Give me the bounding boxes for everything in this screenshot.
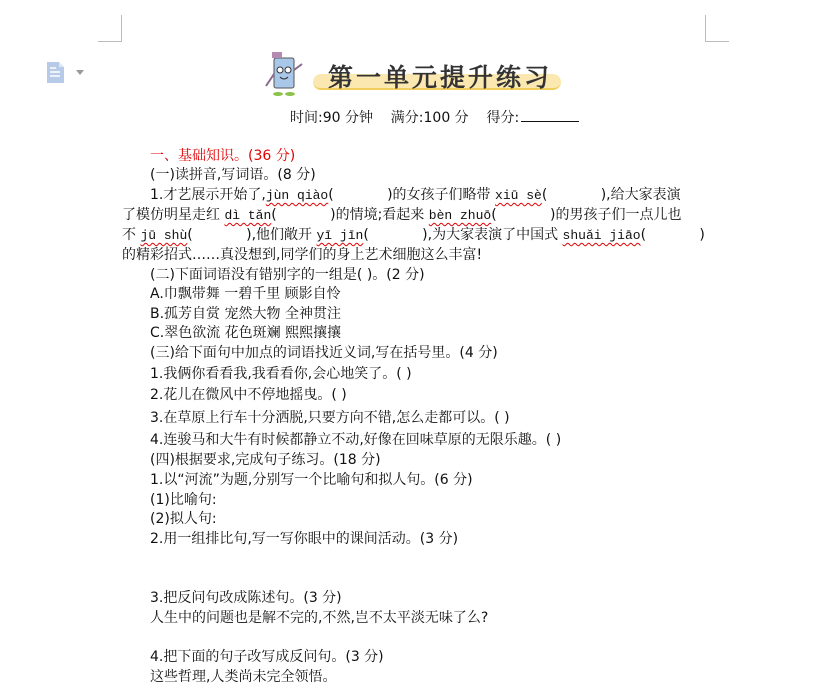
book-mascot-icon <box>262 50 310 100</box>
question-title: (三)给下面句中加点的词语找近义词,写在括号里。(4 分) <box>150 345 498 361</box>
score-blank <box>521 108 579 122</box>
question-title: (一)读拼音,写词语。(8 分) <box>150 167 316 183</box>
page-corner-mark <box>98 15 122 42</box>
paragraph-line <box>150 186 681 205</box>
text-segment: 1.才艺展示开始了, <box>150 187 266 203</box>
text-segment: ( ),给大家表演 <box>541 187 681 203</box>
time-label: 时间:90 分钟 <box>290 110 373 126</box>
option-c: C.翠色欲流 花色斑斓 熙熙攘攘 <box>150 325 342 341</box>
option-b: B.孤芳自赏 宠然大物 全神贯注 <box>150 306 341 322</box>
text-segment: ( )的男孩子们一点儿也 <box>491 207 682 223</box>
list-item: 4.连骏马和大牛有时候都静立不动,好像在回味草原的无限乐趣。( ) <box>150 432 562 448</box>
page-title: 第一单元提升练习 <box>328 63 553 92</box>
text-segment: 不 <box>122 227 141 243</box>
pinyin: shuǎi jiāo <box>562 228 641 243</box>
text-segment: 了模仿明星走红 <box>122 207 225 223</box>
full-score-label: 满分:100 分 <box>390 110 469 126</box>
question-title: (二)下面词语没有错别字的一组是( )。(2 分) <box>150 267 425 283</box>
sentence: 人生中的问题也是解不完的,不然,岂不太平淡无味了么? <box>150 610 489 626</box>
pinyin: bèn zhuō <box>428 208 492 223</box>
question-title: (四)根据要求,完成句子练习。(18 分) <box>150 452 381 468</box>
pinyin: dì tǎn <box>224 208 272 223</box>
paragraph-line <box>122 206 682 225</box>
pinyin: xiū sè <box>495 188 542 203</box>
list-item: (2)拟人句: <box>150 511 217 527</box>
pinyin: jū shù <box>140 228 188 243</box>
paragraph-line <box>122 226 705 245</box>
text-segment: ( ),为大家表演了中国式 <box>363 227 563 243</box>
list-item: 3.在草原上行车十分洒脱,只要方向不错,怎么走都可以。( ) <box>150 410 510 426</box>
list-item: 2.用一组排比句,写一写你眼中的课间活动。(3 分) <box>150 531 459 547</box>
pinyin: jùn qiào <box>265 188 329 203</box>
list-item: 1.以“河流”为题,分别写一个比喻句和拟人句。(6 分) <box>150 472 473 488</box>
text-segment: ( ) <box>640 227 705 243</box>
page-corner-mark <box>705 15 729 42</box>
list-item: 2.花儿在微风中不停地摇曳。( ) <box>150 387 347 403</box>
list-item: 1.我俩你看看我,我看看你,会心地笑了。( ) <box>150 366 412 382</box>
text-segment: ( )的情境;看起来 <box>271 207 429 223</box>
list-item: (1)比喻句: <box>150 492 217 508</box>
list-item: 4.把下面的句子改写成反问句。(3 分) <box>150 649 384 665</box>
list-item: 3.把反问句改成陈述句。(3 分) <box>150 590 342 606</box>
paragraph-line <box>122 246 482 264</box>
text-segment: ( )的女孩子们略带 <box>328 187 496 203</box>
section-heading: 一、基础知识。(36 分) <box>150 148 296 164</box>
option-a: A.巾飘带舞 一碧千里 顾影自怜 <box>150 286 341 302</box>
chevron-down-icon[interactable] <box>76 70 84 75</box>
score-label: 得分: <box>486 110 520 126</box>
text-segment: 的精彩招式……真没想到,同学们的身上艺术细胞这么丰富! <box>122 247 483 263</box>
pinyin: yī jīn <box>316 228 364 243</box>
document-icon[interactable] <box>47 62 67 83</box>
sentence: 这些哲理,人类尚未完全领悟。 <box>150 669 337 685</box>
text-segment: ( ),他们敞开 <box>187 227 317 243</box>
exam-info <box>290 108 579 127</box>
